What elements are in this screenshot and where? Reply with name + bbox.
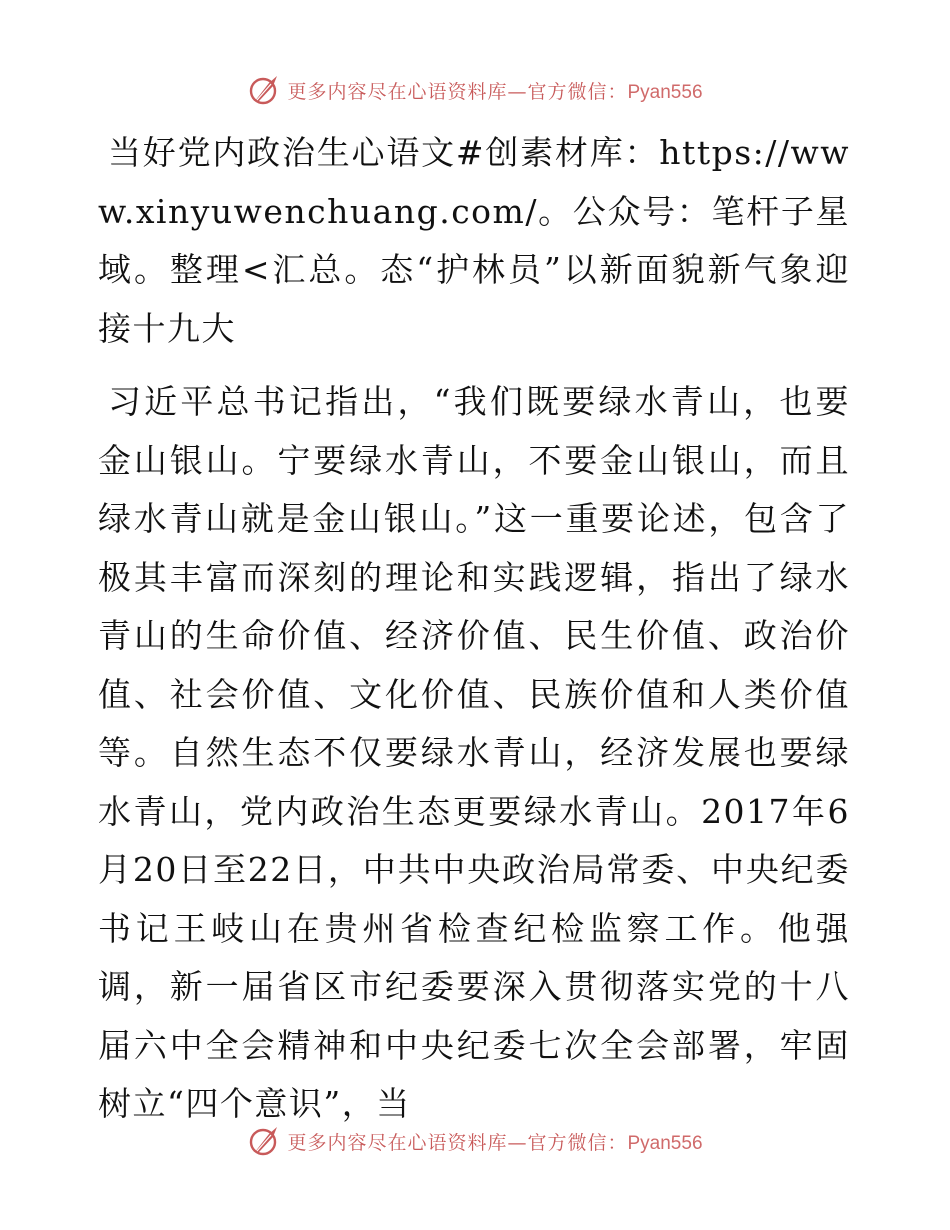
quill-pen-logo-icon [247,73,281,107]
header-banner [0,70,950,110]
banner-text: 更多内容尽在心语资料库—官方微信：Pyan556 [287,80,703,103]
footer-banner [0,1121,950,1161]
document-body [98,124,850,1134]
wechat-handle: Pyan556 [627,1132,703,1154]
document-title: 当好党内政治生心语文#创素材库：https://www.xinyuwenchuang.com/。公众号：笔杆子星域。整理<汇总。态“护林员”以新面貌新气象迎接十九大 [98,133,850,348]
banner-text: 更多内容尽在心语资料库—官方微信：Pyan556 [287,1131,703,1154]
body-paragraph: 习近平总书记指出，“我们既要绿水青山，也要金山银山。宁要绿水青山，不要金山银山，而且绿水青山就是金山银山。”这一重要论述，包含了极其丰富而深刻的理论和实践逻辑，指出了绿水青山的生命价值、经济价值、民生价值、政治价值、社会价值、文化价值、民族价值和人类价值等。自然生态不仅要绿水青山，经济发展也要绿水青山，党内政治生态更要绿水青山。2017年6月20日至22日，中共中央政治局常委、中央纪委书记王岐山在贵州省检查纪检监察工作。他强调，新一届省区市纪委要深入贯彻落实党的十八届六中全会精神和中央纪委七次全会部署，牢固树立“四个意识”，当 [98,382,850,1123]
wechat-handle: Pyan556 [627,81,703,103]
quill-pen-logo-icon [247,1124,281,1158]
